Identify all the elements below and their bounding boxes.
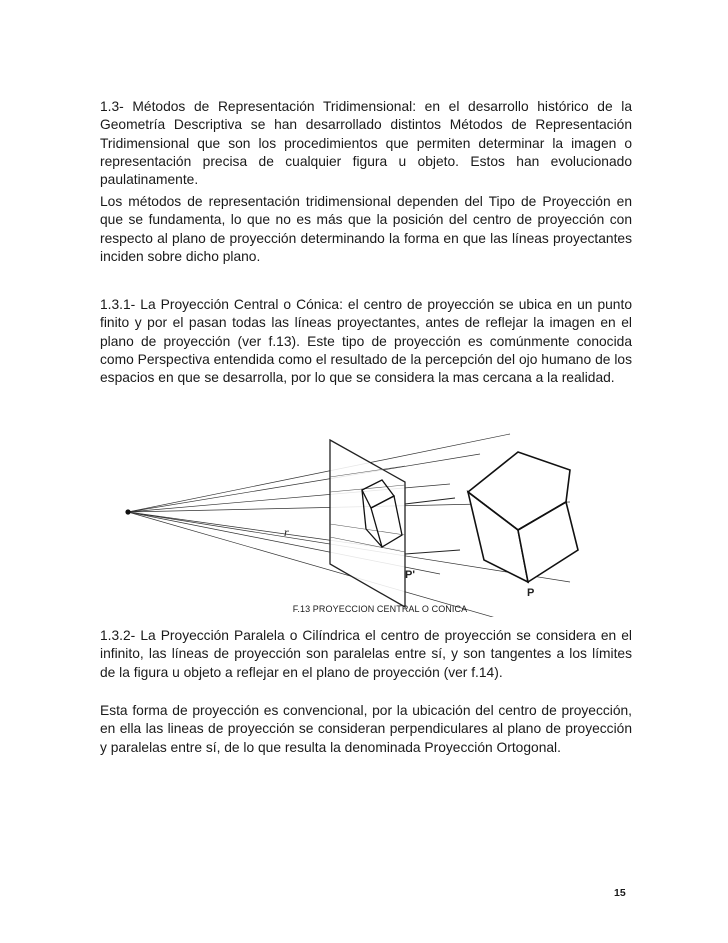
paragraph-proyeccion-ortogonal: Esta forma de proyección es convencional, por la ubicación del centro de proyección, en ella las lineas de proyección se consideran perpendiculares al plano de proyección y paralelas entre sí, de lo que resulta la denominada Proyección Ortogonal. — [100, 703, 632, 755]
projection-plane — [330, 440, 405, 607]
label-p-prime: P' — [405, 569, 415, 581]
projection-line — [128, 454, 480, 512]
central-projection-drawing — [100, 432, 630, 617]
label-r: r — [284, 525, 289, 539]
paragraph-proyeccion-paralela: 1.3.2- La Proyección Paralela o Cilíndrica el centro de proyección se considera en el infinito, las líneas de proyección son paralelas entre sí, y son tangentes a los límites de la figura u objeto a reflejar en el plano de proyección (ver f.14). — [100, 628, 632, 680]
projection-line — [128, 512, 510, 617]
projection-line — [128, 434, 510, 512]
paragraph-proyeccion-central: 1.3.1- La Proyección Central o Cónica: el centro de proyección se ubica en un punto finito y por el pasan todas las líneas proyectantes, antes de reflejar la imagen en el plano de proyección (ver f.13). Este tipo de proyección es comúnmente conocida como Perspectiva entendida como el resultado de la percepción del ojo humano de los espacios en que se desarrolla, por lo que se considera la mas cercana a la realidad. — [100, 297, 632, 386]
paragraph-metodos-representacion: 1.3- Métodos de Representación Tridimensional: en el desarrollo histórico de la Geometría Descriptiva se han desarrollado distintos Métodos de Representación Tridimensional que son los procedimientos que permiten determinar la imagen o representación precisa de cualquier figura u objeto. Estos han evolucionado paulatinamente. — [100, 99, 632, 188]
paragraph-tipo-proyeccion: Los métodos de representación tridimensional dependen del Tipo de Proyección en que se fundamenta, lo que no es más que la posición del centro de proyección con respecto al plano de proyección determinando la forma en que las líneas proyectantes inciden sobre dicho plano. — [100, 194, 632, 264]
figure-central-projection — [100, 432, 630, 617]
object-prism — [468, 452, 578, 582]
figure-caption — [0, 604, 728, 614]
projection-center-point — [125, 509, 130, 514]
page-number: 15 — [614, 887, 626, 899]
label-p: P — [527, 587, 535, 599]
figure-caption-text: F.13 PROYECCION CENTRAL O CONICA — [292, 604, 468, 614]
